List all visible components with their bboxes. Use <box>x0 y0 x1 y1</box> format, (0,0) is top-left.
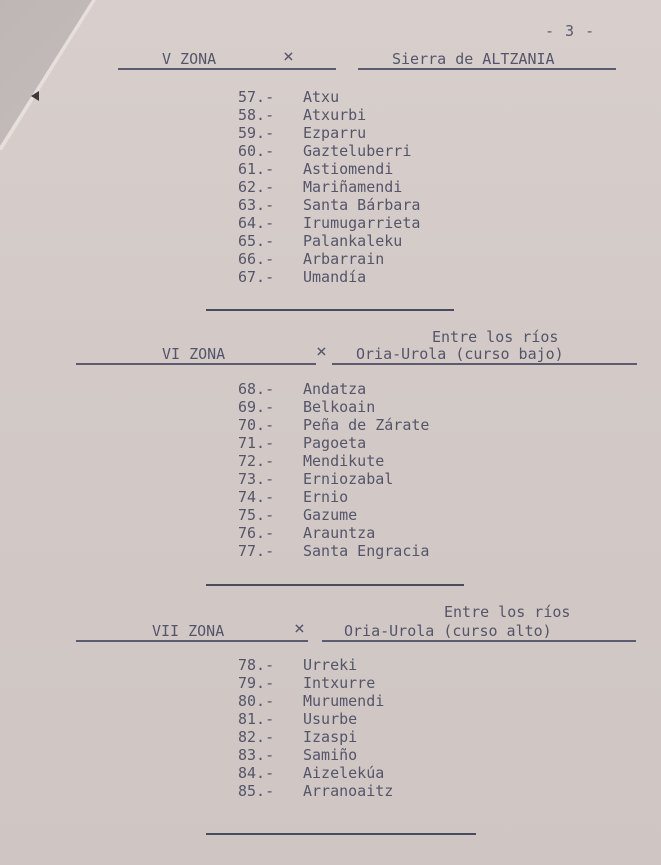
cross-mark: × <box>294 618 305 639</box>
zone-label: V ZONA <box>162 50 217 68</box>
entry-name: Santa Bárbara <box>303 196 421 214</box>
entry-number: 58.- <box>238 106 275 124</box>
list-item <box>238 160 420 178</box>
entry-number: 66.- <box>238 250 275 268</box>
list-item <box>238 764 393 782</box>
entry-name: Urreki <box>303 656 358 674</box>
entry-name: Andatza <box>303 380 367 398</box>
entry-name: Gazume <box>303 506 358 524</box>
entry-number: 65.- <box>238 232 275 250</box>
entry-number: 60.- <box>238 142 275 160</box>
zone-region: Sierra de ALTZANIA <box>392 50 555 68</box>
list-item <box>238 746 393 764</box>
entry-number: 77.- <box>238 542 275 560</box>
list-item <box>238 656 393 674</box>
section-divider <box>206 833 476 835</box>
entry-name: Atxurbi <box>303 106 367 124</box>
section-divider <box>206 309 454 311</box>
entry-name: Aizelekúa <box>303 764 385 782</box>
entry-number: 67.- <box>238 268 275 286</box>
entry-name: Arranoaitz <box>303 782 394 800</box>
entry-name: Mariñamendi <box>303 178 403 196</box>
entry-number: 83.- <box>238 746 275 764</box>
entry-name: Peña de Zárate <box>303 416 430 434</box>
entry-number: 63.- <box>238 196 275 214</box>
entry-number: 59.- <box>238 124 275 142</box>
entry-name: Umandía <box>303 268 367 286</box>
entry-number: 74.- <box>238 488 275 506</box>
list-item <box>238 710 393 728</box>
list-item <box>238 196 420 214</box>
list-item <box>238 232 420 250</box>
entry-name: Santa Engracia <box>303 542 430 560</box>
list-item <box>238 214 420 232</box>
list-item <box>238 782 393 800</box>
list-item <box>238 542 429 560</box>
zone-region: Oria-Urola (curso bajo) <box>356 345 564 363</box>
entry-name: Mendikute <box>303 452 385 470</box>
entry-number: 81.- <box>238 710 275 728</box>
list-item <box>238 470 429 488</box>
entry-number: 84.- <box>238 764 275 782</box>
zone-region: Oria-Urola (curso alto) <box>344 622 552 640</box>
cross-mark: × <box>283 46 294 67</box>
list-item <box>238 524 429 542</box>
entry-name: Usurbe <box>303 710 358 728</box>
entry-name: Erniozabal <box>303 470 394 488</box>
zone-subtitle: Entre los ríos <box>432 328 559 346</box>
punch-mark <box>31 91 39 101</box>
entry-number: 79.- <box>238 674 275 692</box>
entry-number: 64.- <box>238 214 275 232</box>
entry-number: 62.- <box>238 178 275 196</box>
entry-number: 69.- <box>238 398 275 416</box>
list-item <box>238 434 429 452</box>
list-item <box>238 416 429 434</box>
entry-number: 78.- <box>238 656 275 674</box>
zone-underline <box>76 363 316 365</box>
cross-mark: × <box>316 341 327 362</box>
list-item <box>238 88 420 106</box>
entry-name: Samiño <box>303 746 358 764</box>
region-underline <box>332 363 637 365</box>
list-item <box>238 398 429 416</box>
entry-number: 71.- <box>238 434 275 452</box>
region-underline <box>322 640 636 642</box>
entry-number: 70.- <box>238 416 275 434</box>
zone-label: VI ZONA <box>162 345 226 363</box>
entry-name: Arbarrain <box>303 250 385 268</box>
entry-name: Izaspi <box>303 728 358 746</box>
list-item <box>238 124 420 142</box>
list-item <box>238 106 420 124</box>
entry-name: Ernio <box>303 488 349 506</box>
entry-number: 68.- <box>238 380 275 398</box>
list-item <box>238 506 429 524</box>
zone-label: VII ZONA <box>152 622 225 640</box>
zone-underline <box>76 640 308 642</box>
entry-name: Irumugarrieta <box>303 214 421 232</box>
list-item <box>238 380 429 398</box>
zone-underline <box>118 68 336 70</box>
entry-number: 61.- <box>238 160 275 178</box>
list-item <box>238 268 420 286</box>
entry-list <box>238 380 429 560</box>
list-item <box>238 178 420 196</box>
list-item <box>238 452 429 470</box>
section-divider <box>206 584 464 586</box>
entry-list <box>238 88 420 286</box>
entry-number: 72.- <box>238 452 275 470</box>
entry-name: Gazteluberri <box>303 142 412 160</box>
entry-number: 73.- <box>238 470 275 488</box>
entry-name: Atxu <box>303 88 340 106</box>
list-item <box>238 692 393 710</box>
entry-name: Astiomendi <box>303 160 394 178</box>
list-item <box>238 142 420 160</box>
list-item <box>238 250 420 268</box>
list-item <box>238 728 393 746</box>
region-underline <box>358 68 616 70</box>
list-item <box>238 488 429 506</box>
entry-number: 82.- <box>238 728 275 746</box>
list-item <box>238 674 393 692</box>
entry-number: 75.- <box>238 506 275 524</box>
entry-name: Ezparru <box>303 124 367 142</box>
page-number: - 3 - <box>545 22 596 40</box>
entry-list <box>238 656 393 800</box>
entry-name: Murumendi <box>303 692 385 710</box>
entry-number: 76.- <box>238 524 275 542</box>
entry-name: Intxurre <box>303 674 376 692</box>
entry-number: 85.- <box>238 782 275 800</box>
entry-name: Palankaleku <box>303 232 403 250</box>
entry-number: 80.- <box>238 692 275 710</box>
entry-name: Arauntza <box>303 524 376 542</box>
zone-subtitle: Entre los ríos <box>444 603 571 621</box>
entry-number: 57.- <box>238 88 275 106</box>
entry-name: Belkoain <box>303 398 376 416</box>
entry-name: Pagoeta <box>303 434 367 452</box>
